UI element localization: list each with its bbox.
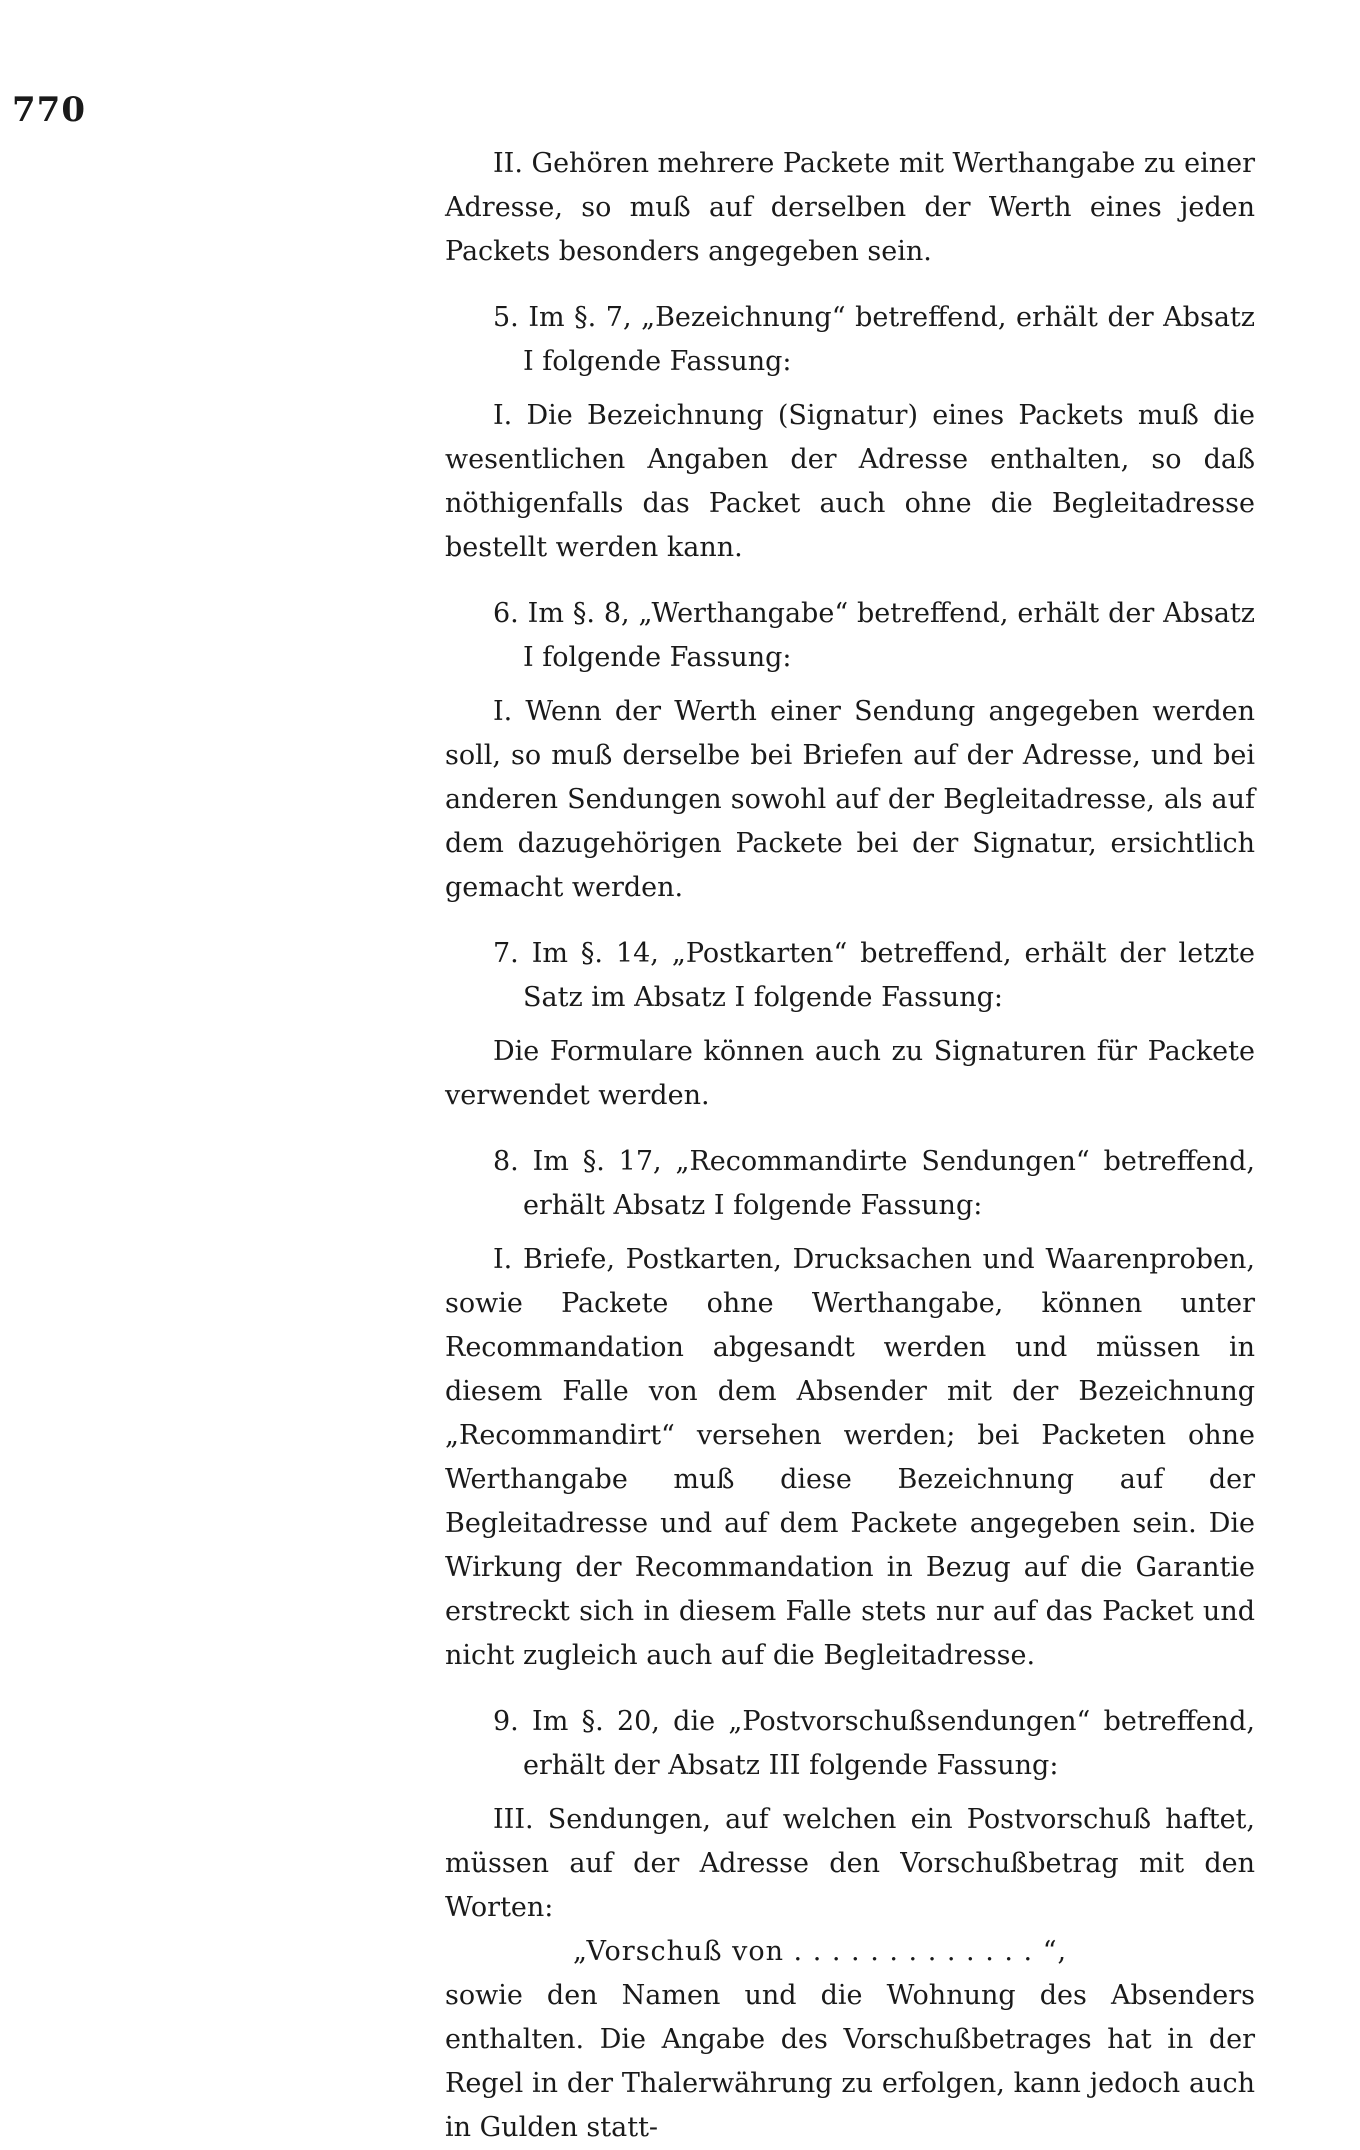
- paragraph-postkarten: Die Formulare können auch zu Signaturen für Packete verwendet werden.: [445, 1036, 1255, 1111]
- paragraph-continuation: sowie den Namen und die Wohnung des Absenders enthalten. Die Angabe des Vorschußbetrages hat in der Regel in der Thalerwährung zu erfolgen, kann jedoch auch in Gulden statt-: [445, 1980, 1255, 2143]
- paragraph-bezeichnung: I. Die Bezeichnung (Signatur) eines Packets muß die wesentlichen Angaben der Adresse enthalten, so daß nöthigenfalls das Packet auch ohne die Begleitadresse bestellt werden kann.: [445, 400, 1255, 563]
- heading-item-8: 8. Im §. 17, „Recommandirte Sendungen“ betreffend, erhält Absatz I folgende Fassung:: [493, 1146, 1255, 1221]
- heading-item-9: 9. Im §. 20, die „Postvorschußsendungen“ betreffend, erhält der Absatz III folgende Fassung:: [493, 1706, 1255, 1781]
- page-body: [445, 142, 1255, 2150]
- heading-item-7: 7. Im §. 14, „Postkarten“ betreffend, erhält der letzte Satz im Absatz I folgende Fassung:: [493, 938, 1255, 1013]
- heading-item-6: 6. Im §. 8, „Werthangabe“ betreffend, erhält der Absatz I folgende Fassung:: [493, 598, 1255, 673]
- paragraph-absatz-ii-werthangabe: II. Gehören mehrere Packete mit Werthangabe zu einer Adresse, so muß auf derselben der Werth eines jeden Packets besonders angegeben sein.: [445, 148, 1255, 267]
- paragraph-postvorschuss: III. Sendungen, auf welchen ein Postvorschuß haftet, müssen auf der Adresse den Vorschußbetrag mit den Worten:: [445, 1804, 1255, 1923]
- page-number: 770: [12, 90, 86, 130]
- formula-vorschuss: „Vorschuß von . . . . . . . . . . . . . “,: [573, 1936, 1068, 1967]
- heading-item-5: 5. Im §. 7, „Bezeichnung“ betreffend, erhält der Absatz I folgende Fassung:: [493, 302, 1255, 377]
- paragraph-recommandirte: I. Briefe, Postkarten, Drucksachen und Waarenproben, sowie Packete ohne Werthangabe, können unter Recommandation abgesandt werden und müssen in diesem Falle von dem Absender mit der Bezeichnung „Recommandirt“ versehen werden; bei Packeten ohne Werthangabe muß diese Bezeichnung auf der Begleitadresse und auf dem Packete angegeben sein. Die Wirkung der Recommandation in Bezug auf die Garantie erstreckt sich in diesem Falle stets nur auf das Packet und nicht zugleich auch auf die Begleitadresse.: [445, 1244, 1255, 1671]
- paragraph-werthangabe: I. Wenn der Werth einer Sendung angegeben werden soll, so muß derselbe bei Briefen auf der Adresse, und bei anderen Sendungen sowohl auf der Begleitadresse, als auf dem dazugehörigen Packete bei der Signatur, ersichtlich gemacht werden.: [445, 696, 1255, 903]
